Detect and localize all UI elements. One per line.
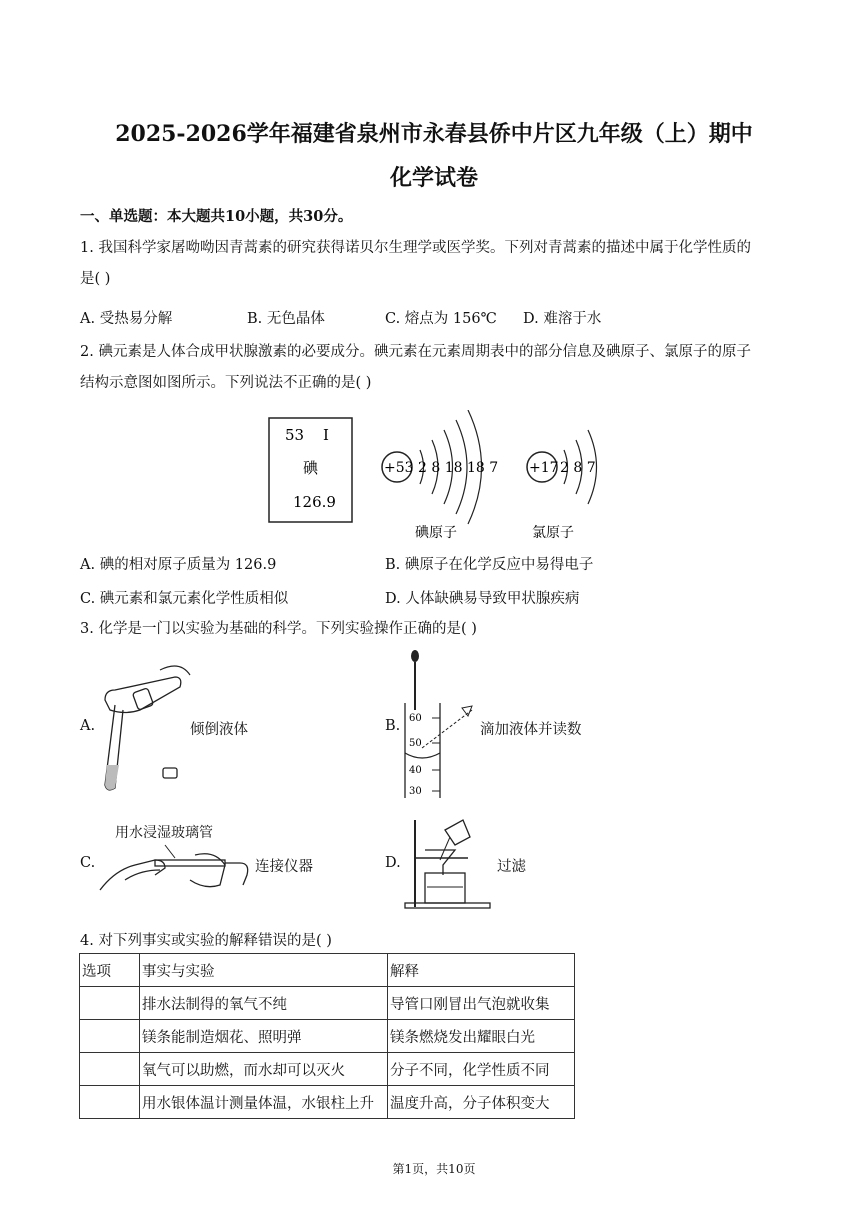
table-cell: 镁条能制造烟花、照明弹: [140, 1020, 388, 1053]
header-fact: 事实与实验: [140, 954, 388, 987]
q1-option-b: B. 无色晶体: [247, 311, 325, 327]
iodine-shells: 2 8 18 18 7: [418, 460, 499, 476]
q2-option-d: D. 人体缺碘易导致甲状腺疾病: [385, 591, 580, 607]
q1-option-d: D. 难溶于水: [523, 311, 602, 327]
iodine-caption: 碘原子: [415, 525, 457, 541]
q3-b-letter: B.: [385, 718, 401, 734]
q3-c-caption: 连接仪器: [255, 859, 313, 875]
q4-table: [79, 953, 575, 1119]
element-card: [269, 418, 352, 522]
element-number: 53: [285, 426, 305, 444]
page-title-line1: 2025-2026学年福建省泉州市永春县侨中片区九年级（上）期中: [115, 121, 753, 147]
q3-d-caption: 过滤: [497, 859, 526, 875]
chlorine-atom-diagram: [527, 430, 597, 541]
table-row: [80, 1086, 575, 1119]
cylinder-tick-60: 60: [409, 713, 422, 724]
chlorine-caption: 氯原子: [532, 525, 574, 541]
table-cell: 导管口刚冒出气泡就收集: [388, 987, 575, 1020]
table-header-row: [80, 954, 575, 987]
table-cell: [80, 1053, 140, 1086]
cylinder-tick-30: 30: [409, 786, 422, 797]
table-cell: [80, 1020, 140, 1053]
table-cell: [80, 987, 140, 1020]
q2-figure: [260, 410, 620, 550]
q2-option-a: A. 碘的相对原子质量为 126.9: [80, 557, 277, 573]
q4-stem: 4. 对下列事实或实验的解释错误的是( ): [80, 933, 332, 949]
q2-option-b: B. 碘原子在化学反应中易得电子: [385, 557, 594, 573]
q2-stem-line2: 结构示意图如图所示。下列说法不正确的是( ): [80, 375, 372, 391]
q2-stem-line1: 2. 碘元素是人体合成甲状腺激素的必要成分。碘元素在元素周期表中的部分信息及碘原子、氯原子的原子: [80, 344, 751, 360]
q3-c-note: 用水浸湿玻璃管: [115, 825, 213, 841]
q1-option-c: C. 熔点为 156℃: [385, 311, 497, 327]
element-symbol: I: [323, 426, 329, 444]
pouring-liquid-figure: [95, 655, 195, 795]
table-cell: 氧气可以助燃，而水却可以灭火: [140, 1053, 388, 1086]
table-cell: 温度升高，分子体积变大: [388, 1086, 575, 1119]
q3-stem: 3. 化学是一门以实验为基础的科学。下列实验操作正确的是( ): [80, 621, 477, 637]
chlorine-shells: 2 8 7: [560, 460, 596, 476]
q3-b-caption: 滴加液体并读数: [480, 722, 582, 738]
header-explanation: 解释: [388, 954, 575, 987]
table-cell: 镁条燃烧发出耀眼白光: [388, 1020, 575, 1053]
table-cell: [80, 1086, 140, 1119]
filtration-figure: [400, 815, 495, 910]
iodine-nucleus-label: +53: [384, 460, 414, 476]
header-option: 选项: [80, 954, 140, 987]
cylinder-tick-50: 50: [409, 738, 422, 749]
graduated-cylinder-figure: [400, 648, 480, 803]
table-row: [80, 1020, 575, 1053]
q3-c-letter: C.: [80, 855, 96, 871]
table-row: [80, 987, 575, 1020]
q1-stem-line2: 是( ): [80, 271, 111, 287]
connecting-apparatus-figure: [95, 840, 255, 900]
q3-d-letter: D.: [385, 855, 401, 871]
table-cell: 用水银体温计测量体温，水银柱上升: [140, 1086, 388, 1119]
q1-option-a: A. 受热易分解: [80, 311, 173, 327]
q2-option-c: C. 碘元素和氯元素化学性质相似: [80, 591, 289, 607]
cylinder-tick-40: 40: [409, 765, 422, 776]
page-footer: 第1页，共10页: [392, 1162, 476, 1176]
element-mass: 126.9: [293, 493, 336, 511]
table-cell: 排水法制得的氧气不纯: [140, 987, 388, 1020]
iodine-atom-diagram: [382, 410, 498, 541]
table-row: [80, 1053, 575, 1086]
chlorine-nucleus-label: +17: [529, 460, 559, 476]
section-heading: 一、单选题：本大题共10小题，共30分。: [80, 208, 353, 225]
page-title-line2: 化学试卷: [389, 165, 478, 191]
q3-a-caption: 倾倒液体: [190, 722, 248, 738]
q1-stem-line1: 1. 我国科学家屠呦呦因青蒿素的研究获得诺贝尔生理学或医学奖。下列对青蒿素的描述中属于化学性质的: [80, 240, 751, 256]
q3-a-letter: A.: [80, 718, 96, 734]
table-cell: 分子不同，化学性质不同: [388, 1053, 575, 1086]
element-name: 碘: [303, 459, 319, 477]
